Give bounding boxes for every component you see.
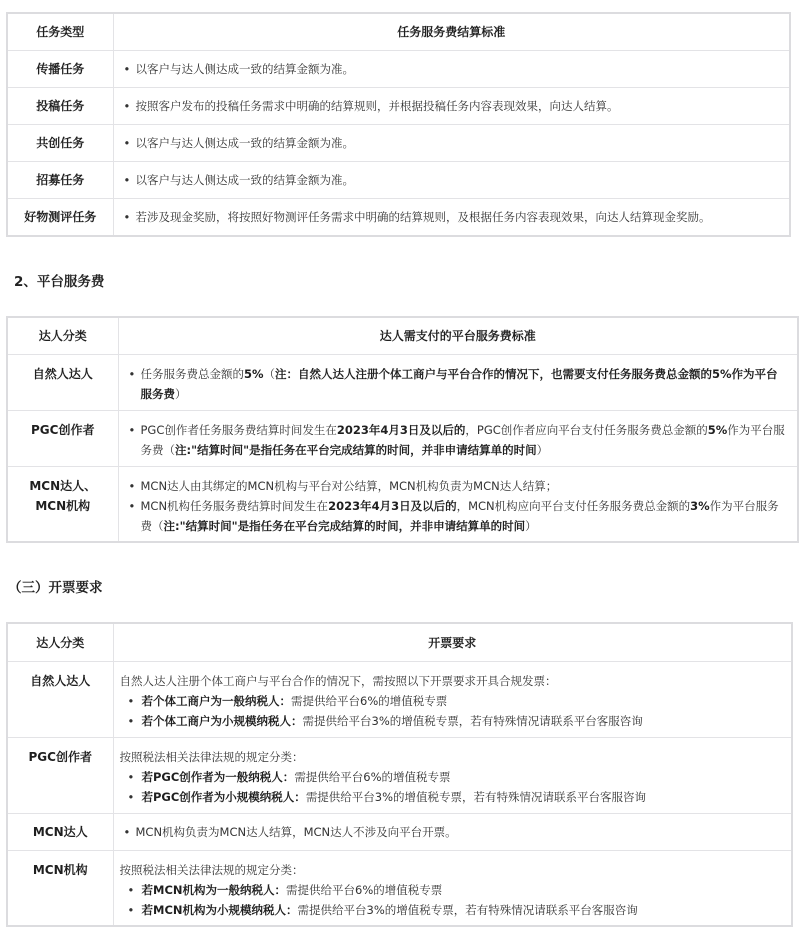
bullet-item: • 以客户与达人侧达成一致的结算金额为准。: [124, 59, 782, 79]
settlement-cell: [113, 198, 790, 236]
table-row: [7, 850, 792, 926]
requirement-text: 需提供给平台3%的增值税专票，若有特殊情况请联系平台客服咨询: [297, 902, 638, 917]
table-row: [7, 410, 798, 466]
header-creator-category: 达人分类: [7, 623, 113, 661]
section-title-platform-fee: 2、平台服务费: [14, 274, 105, 290]
task-type-cell: [7, 161, 113, 198]
table-row: [7, 813, 792, 850]
header-task-type: 任务类型: [7, 13, 113, 50]
bullet-item: [129, 496, 790, 536]
fee-cell: [118, 354, 798, 410]
task-type-cell: [7, 87, 113, 124]
category-cell: [7, 813, 113, 850]
task-type-cell: [7, 124, 113, 161]
settlement-cell: [113, 87, 790, 124]
table-header-row: [7, 13, 790, 50]
bold-text: 5%: [244, 366, 264, 381]
invoice-cell: [113, 737, 792, 813]
table-row: [7, 50, 790, 87]
task-settlement-table: [6, 12, 791, 237]
bold-text: 注：自然人达人注册个体工商户与平台合作的情况下，也需要支付任务服务费总金额的5%作为平台服务费: [140, 366, 778, 401]
task-type-label: 共创任务: [36, 135, 85, 150]
text-run: ）: [536, 442, 549, 457]
category-cell: [7, 354, 118, 410]
task-type-label: 好物测评任务: [24, 209, 97, 224]
header-settlement-standard: 任务服务费结算标准: [113, 13, 790, 50]
bullet-item: [129, 420, 790, 460]
bullet-item: [129, 476, 790, 496]
category-label: PGC创作者: [31, 422, 95, 437]
bold-text: 注:"结算时间"是指任务在平台完成结算的时间，并非申请结算单的时间: [175, 442, 537, 457]
text-run: ）: [525, 518, 537, 533]
bold-text: 3%: [690, 498, 710, 513]
header-platform-fee-standard: 达人需支付的平台服务费标准: [118, 317, 798, 354]
bold-label: 若PGC创作者为一般纳税人：: [141, 769, 295, 784]
bold-label: 若PGC创作者为小规模纳税人：: [141, 789, 306, 804]
requirement-text: 需提供给平台3%的增值税专票，若有特殊情况请联系平台客服咨询: [305, 789, 647, 804]
text-run: 任务服务费总金额的: [140, 366, 244, 381]
sub-bullet-item: [120, 787, 784, 807]
header-invoice-requirements: 开票要求: [113, 623, 792, 661]
bold-label: 若个体工商户为小规模纳税人：: [141, 713, 303, 728]
category-cell: [7, 850, 113, 926]
category-label: MCN机构: [35, 498, 91, 513]
table-row: [7, 124, 790, 161]
task-type-cell: [7, 50, 113, 87]
task-type-label: 传播任务: [36, 61, 85, 76]
table-row: [7, 661, 792, 737]
bullet-item: • 以客户与达人侧达成一致的结算金额为准。: [124, 170, 782, 190]
requirement-text: 需提供给平台6%的增值税专票: [294, 769, 451, 784]
table-row: [7, 87, 790, 124]
category-cell: [7, 661, 113, 737]
intro-text: 自然人达人注册个体工商户与平台合作的情况下，需按照以下开票要求开具合规发票：: [119, 673, 557, 688]
text-run: MCN机构任务服务费结算时间发生在: [140, 498, 329, 513]
category-label: 自然人达人: [32, 366, 93, 381]
task-type-cell: [7, 198, 113, 236]
bullet-item: • 以客户与达人侧达成一致的结算金额为准。: [124, 133, 782, 153]
invoice-cell: [113, 661, 792, 737]
bold-text: 注:"结算时间"是指任务在平台完成结算的时间，并非申请结算单的时间: [163, 518, 526, 533]
settlement-cell: [113, 161, 790, 198]
bold-label: 若MCN机构为一般纳税人：: [141, 882, 287, 897]
invoice-requirements-table: [6, 622, 793, 927]
task-type-label: 投稿任务: [36, 98, 85, 113]
category-cell: [7, 410, 118, 466]
settlement-cell: [113, 50, 790, 87]
sub-bullet-item: [120, 767, 784, 787]
fee-cell: [118, 410, 798, 466]
text-run: ，MCN机构应向平台支付任务服务费总金额的: [456, 498, 691, 513]
header-creator-category: 达人分类: [7, 317, 118, 354]
sub-bullet-item: [120, 691, 784, 711]
sub-bullet-item: [120, 900, 784, 920]
category-label: MCN达人: [32, 824, 88, 839]
table-row: [7, 737, 792, 813]
bullet-item: [129, 364, 790, 404]
text-run: 作为平台服务费（: [140, 498, 779, 533]
sub-bullet-item: [120, 711, 784, 731]
table-row: [7, 198, 790, 236]
category-label: MCN机构: [32, 862, 88, 877]
bold-text: 5%: [707, 422, 728, 437]
sub-bullet-item: [120, 880, 784, 900]
requirement-text: 需提供给平台3%的增值税专票，若有特殊情况请联系平台客服咨询: [302, 713, 643, 728]
section-title-invoice-requirements: （三）开票要求: [8, 580, 103, 596]
settlement-cell: [113, 124, 790, 161]
category-label: 自然人达人: [30, 673, 91, 688]
invoice-cell: [113, 813, 792, 850]
bold-text: 2023年4月3日及以后的: [328, 498, 457, 513]
platform-fee-table: [6, 316, 799, 543]
intro-text: 按照税法相关法律法规的规定分类：: [119, 862, 304, 877]
requirement-text: 需提供给平台6%的增值税专票: [291, 693, 448, 708]
category-cell: [7, 466, 118, 542]
category-cell: [7, 737, 113, 813]
table-row: [7, 466, 798, 542]
table-row: [7, 161, 790, 198]
category-label: PGC创作者: [28, 749, 92, 764]
bold-label: 若个体工商户为一般纳税人：: [141, 693, 291, 708]
text-run: ，PGC创作者应向平台支付任务服务费总金额的: [465, 422, 708, 437]
bold-label: 若MCN机构为小规模纳税人：: [141, 902, 298, 917]
text-run: PGC创作者任务服务费结算时间发生在: [140, 422, 337, 437]
category-label: MCN达人、: [29, 478, 97, 493]
intro-text: 按照税法相关法律法规的规定分类：: [119, 749, 304, 764]
bullet-item: • 按照客户发布的投稿任务需求中明确的结算规则，并根据投稿任务内容表现效果，向达人结算。: [124, 96, 782, 116]
table-header-row: [7, 623, 792, 661]
table-row: [7, 354, 798, 410]
fee-cell: [118, 466, 798, 542]
text-run: （: [263, 366, 276, 381]
text-run: MCN达人由其绑定的MCN机构与平台对公结算，MCN机构负责为MCN达人结算；: [140, 478, 558, 493]
requirement-text: 需提供给平台6%的增值税专票: [286, 882, 443, 897]
text-run: 作为平台服务费（: [140, 422, 785, 457]
bullet-item: • 若涉及现金奖励，将按照好物测评任务需求中明确的结算规则，及根据任务内容表现效果，向达人结算现金奖励。: [124, 207, 782, 227]
invoice-cell: [113, 850, 792, 926]
table-header-row: [7, 317, 798, 354]
bold-text: 2023年4月3日及以后的: [336, 422, 466, 437]
text-run: ）: [175, 386, 187, 401]
task-type-label: 招募任务: [36, 172, 85, 187]
bullet-item: • MCN机构负责为MCN达人结算，MCN达人不涉及向平台开票。: [124, 822, 784, 842]
